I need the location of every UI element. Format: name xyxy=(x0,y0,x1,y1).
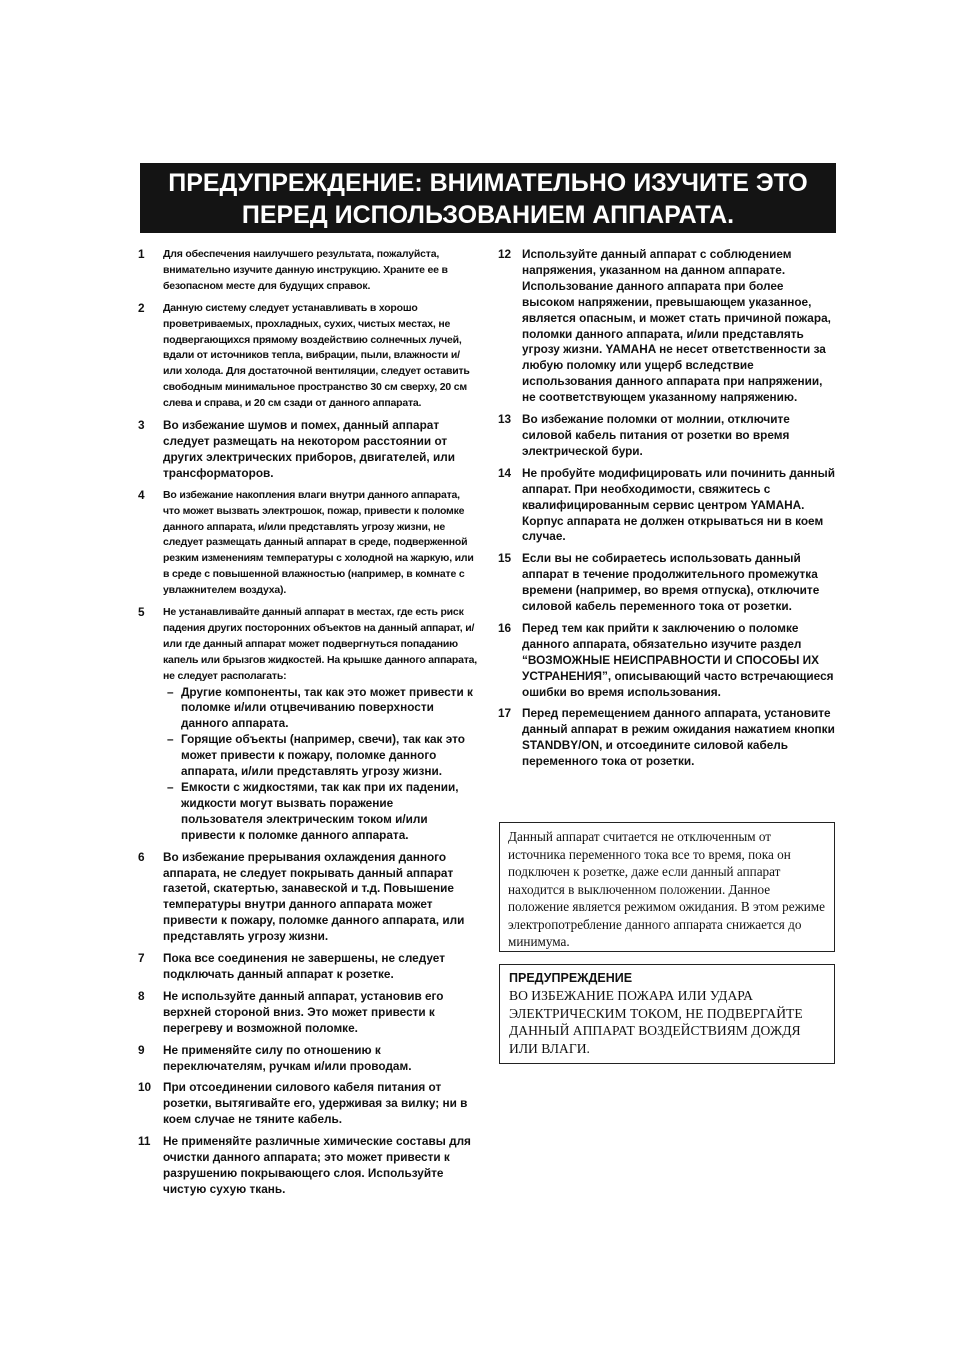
item-number: 12 xyxy=(498,247,512,261)
list-item xyxy=(138,951,478,983)
list-item xyxy=(498,412,838,460)
item-text: Используйте данный аппарат с соблюдением напряжения, указанном на данном аппарате. Использование данного аппарата при более высоком напряжении, превышающем указанное, является опасным, и может стать причиной пожара, поломки данного аппарата, и/или представлять угрозу жизни. YAMAHA не несет ответственности за любую поломку или ущерб вследствие использования данного аппарата при напряжении, не соответствующем указанному напряжению. xyxy=(522,247,831,405)
item-text: Перед тем как прийти к заключению о поломке данного аппарата, обязательно изучите раздел “ВОЗМОЖНЫЕ НЕИСПРАВНОСТИ И СПОСОБЫ ИХ УСТРАНЕНИЯ”, описывающий часто встречающиеся ошибки во время использования. xyxy=(522,620,834,699)
item-text: Во избежание поломки от молнии, отключите силовой кабель питания от розетки во время электрической бури. xyxy=(522,412,790,458)
item-text: При отсоединении силового кабеля питания от розетки, вытягивайте его, удерживая за вилку; ни в коем случае не тяните кабель. xyxy=(163,1080,468,1127)
header-line-2: ПЕРЕД ИСПОЛЬЗОВАНИЕМ АППАРАТА. xyxy=(241,201,735,229)
list-item xyxy=(498,466,838,546)
warning-box xyxy=(499,964,835,1064)
item-text: Во избежание накопления влаги внутри данного аппарата, что может вызвать электрошок, пожар, привести к поломке данного аппарата, и/или представлять угрозу жизни, не следует размещать данный аппарат в среде, подверженной резким изменениям температуры с холодной на жаркую, или в среде с повышенной влажностью (например, в комнате с увлажнителем воздуха). xyxy=(163,488,474,597)
dash-bullet: – xyxy=(167,684,174,699)
item-number: 9 xyxy=(138,1042,145,1057)
sub-item-text: Другие компоненты, так как это может привести к поломке и/или отцвечиванию поверхности данного аппарата. xyxy=(181,684,473,731)
item-number: 10 xyxy=(138,1080,152,1095)
item-text: Не пробуйте модифицировать или починить данный аппарат. При необходимости, свяжитесь с квалифицированным сервис центром YAMAHA. Корпус аппарата не должен открываться ни в коем случае. xyxy=(522,465,835,544)
item-text: Пока все соединения не завершены, не следует подключать данный аппарат к розетке. xyxy=(163,951,445,981)
item-text: Данную систему следует устанавливать в хорошо проветриваемых, прохладных, сухих, чистых местах, не подвергающихся прямому воздействию солнечных лучей, вдали от источников тепла, вибрации, пыли, влажности и/или холода. Для достаточной вентиляции, следует оставить свободным минимальное пространство 30 см сверху, 20 см слева и справа, и 20 см сзади от данного аппарата. xyxy=(163,301,470,410)
right-column xyxy=(498,247,838,776)
sub-item-text: Емкости с жидкостями, так как при их падении, жидкости могут вызвать поражение пользователя электрическим током и/или привести к поломке данного аппарата. xyxy=(181,780,459,842)
list-item xyxy=(138,247,478,295)
item-text: Перед перемещением данного аппарата, установите данный аппарат в режим ожидания нажатием кнопки STANDBY/ON, и отсоедините силовой кабель переменного тока от розетки. xyxy=(522,706,835,769)
item-text: Не используйте данный аппарат, установив его верхней стороной вниз. Это может привести к перегреву и возможной поломке. xyxy=(163,988,444,1035)
dash-bullet: – xyxy=(167,732,174,747)
item-number: 6 xyxy=(138,849,145,864)
list-item xyxy=(138,301,478,412)
list-item xyxy=(138,1134,478,1198)
list-item xyxy=(138,989,478,1037)
item-number: 4 xyxy=(138,487,145,502)
item-number: 7 xyxy=(138,951,145,966)
list-item xyxy=(138,488,478,599)
item-number: 2 xyxy=(138,300,145,315)
left-column xyxy=(138,247,478,1204)
standby-note-box xyxy=(499,822,835,952)
item-number: 1 xyxy=(138,247,145,261)
list-item xyxy=(138,605,478,844)
header-line-1: ПРЕДУПРЕЖДЕНИЕ: ВНИМАТЕЛЬНО ИЗУЧИТЕ ЭТО xyxy=(168,169,808,197)
sub-item-text: Горящие объекты (например, свечи), так как это может привести к пожару, поломке данного аппарата, и/или представлять угрозу жизни. xyxy=(181,732,465,779)
item-number: 16 xyxy=(498,620,512,635)
item-text: Не применяйте силу по отношению к переключателям, ручкам и/или проводам. xyxy=(163,1042,412,1073)
list-item xyxy=(138,418,478,482)
item-text: Для обеспечения наилучшего результата, пожалуйста, внимательно изучите данную инструкцию. Храните ее в безопасном месте для будущих справок. xyxy=(163,248,448,292)
list-item xyxy=(498,706,838,770)
item-number: 8 xyxy=(138,988,145,1003)
item-text: Во избежание прерывания охлаждения данного аппарата, не следует покрывать данный аппарат газетой, скатертью, занавеской и т.д. Повышение температуры внутри данного аппарата может привести к пожару, поломке данного аппарата, или представлять угрозу жизни. xyxy=(163,849,465,944)
list-item xyxy=(498,551,838,615)
sub-item xyxy=(163,780,478,844)
list-item xyxy=(138,850,478,945)
item-text: Не устанавливайте данный аппарат в местах, где есть риск падения других посторонних объектов на данный аппарат, и/или где данный аппарат может подвергнуться попаданию капель или брызгов жидкостей. На крышке данного аппарата, не следует располагать: xyxy=(163,606,478,682)
item-number: 11 xyxy=(138,1134,151,1149)
header-banner xyxy=(140,163,836,233)
list-item xyxy=(138,1080,478,1128)
list-item xyxy=(498,247,838,406)
sub-item xyxy=(163,732,478,780)
warning-text: ВО ИЗБЕЖАНИЕ ПОЖАРА ИЛИ УДАРА ЭЛЕКТРИЧЕСКИМ ТОКОМ, НЕ ПОДВЕРГАЙТЕ ДАННЫЙ АППАРАТ ВОЗДЕЙСТВИЯМ ДОЖДЯ ИЛИ ВЛАГИ. xyxy=(509,988,803,1056)
item-number: 13 xyxy=(498,412,512,427)
list-item xyxy=(138,1043,478,1075)
dash-bullet: – xyxy=(167,780,174,794)
list-item xyxy=(498,621,838,701)
item-number: 17 xyxy=(498,706,512,721)
item-number: 14 xyxy=(498,465,512,480)
item-number: 5 xyxy=(138,605,145,620)
item-text: Во избежание шумов и помех, данный аппарат следует размещать на некотором расстоянии от других электрических приборов, двигателей, или трансформаторов. xyxy=(163,418,455,480)
item-text: Если вы не собираетесь использовать данный аппарат в течение продолжительного промежутка времени (например, во время отпуска), отключите силовой кабель переменного тока от розетки. xyxy=(522,551,820,614)
item-number: 3 xyxy=(138,418,145,433)
sub-item xyxy=(163,685,478,733)
standby-note-text: Данный аппарат считается не отключенным от источника переменного тока все то время, пока он подключен к розетке, даже если данный аппарат находится в выключенном положении. Данное положение является режимом ожидания. В этом режиме электропотребление данного аппарата снижается до минимума. xyxy=(508,829,825,949)
item-text: Не применяйте различные химические составы для очистки данного аппарата; это может привести к разрушению покрывающего слоя. Используйте чистую сухую ткань. xyxy=(163,1134,471,1196)
warning-title: ПРЕДУПРЕЖДЕНИЕ xyxy=(509,971,633,985)
item-number: 15 xyxy=(498,551,512,566)
